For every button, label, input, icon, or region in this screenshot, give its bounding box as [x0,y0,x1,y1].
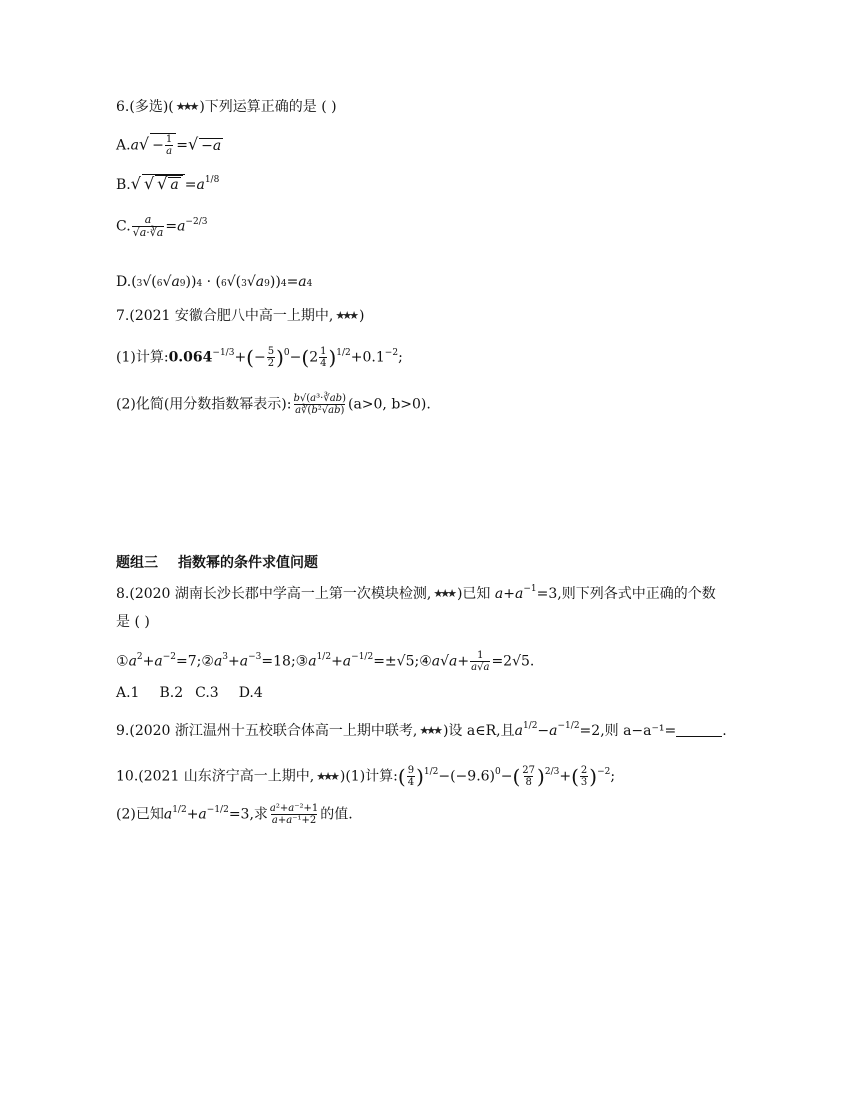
q9-stem: 9.(2020 浙江温州十五校联合体高一上期中联考, ★★★ )设 a∈R,且$a^{1/2}-a^{-1/2}=2$,则 a−a⁻¹= . [116,721,727,739]
q8-stem-line2: 是 ( ) [116,614,150,630]
q6-option-d: D.(3√(6√a9))4 · (6√(3√a9))4=a4 [116,274,313,290]
q6-option-a: A.a√ − $\frac{1}{a}$ =√ −a [116,134,222,157]
q7-stem: 7.(2021 安徽合肥八中高一上期中, ★★★ ) [116,308,365,324]
q6-stem: 6.(多选)( ★★★ )下列运算正确的是 ( ) [116,99,337,115]
q8-options: A.1 B.2 C.3 D.4 [116,685,263,701]
difficulty-stars-icon: ★★★ [433,587,454,600]
q8-stem-line1: 8.(2020 湖南长沙长郡中学高一上第一次模块检测, ★★★ )已知 $a+a^{-1}=3$,则下列各式中正确的个数 [116,584,716,602]
q7-part2: (2)化简(用分数指数幂表示): $\frac{\text{b√(a³·∛ab)}}{\text{a∛(b²√ab)}}$ (a>0, b>0). [116,393,431,416]
section-title: 题组三 指数幂的条件求值问题 [116,555,318,571]
q8-statements: $①a^2+a^{-2}=7;②a^3+a^{-3}=18;③a^{1/2}+a^{-1/2}=\pm√5;④a√a+$ $\frac{1}{a√a}$ =2√5. [116,650,535,673]
q7-part1: (1)计算$:0.064^{-1/3}+(-$ $\frac{5}{2}$ )$^0$−(2 $\frac{1}{4}$ )$^{1/2}+0.1^{-2}$; [116,345,403,370]
q10-part2: (2)已知$a^{1/2}+a^{-1/2}=3$,求 $\frac{\text{a²+a⁻²+1}}{\text{a+a⁻¹+2}}$ 的值. [116,803,353,826]
answer-blank[interactable] [676,724,722,737]
q10-part1: 10.(2021 山东济宁高一上期中, ★★★ )(1)计算:( $\frac{9}{4}$ )$^{1/2}-(-9.6)^0-$( $\frac{27}{8}$ )$^{2/3}$+( $\frac{2}{3}$ )$^{-2}$; [116,764,616,789]
difficulty-stars-icon: ★★★ [175,100,197,113]
difficulty-stars-icon: ★★★ [419,724,440,737]
difficulty-stars-icon: ★★★ [335,309,356,322]
q6-option-c: C. $\frac{a}{√a\cdot∛a}$ $=a^{-2/3}$ [116,213,208,240]
q6-option-b: B.√ √ √ $a =a^{1/8}$ [116,174,220,193]
difficulty-stars-icon: ★★★ [316,769,337,783]
